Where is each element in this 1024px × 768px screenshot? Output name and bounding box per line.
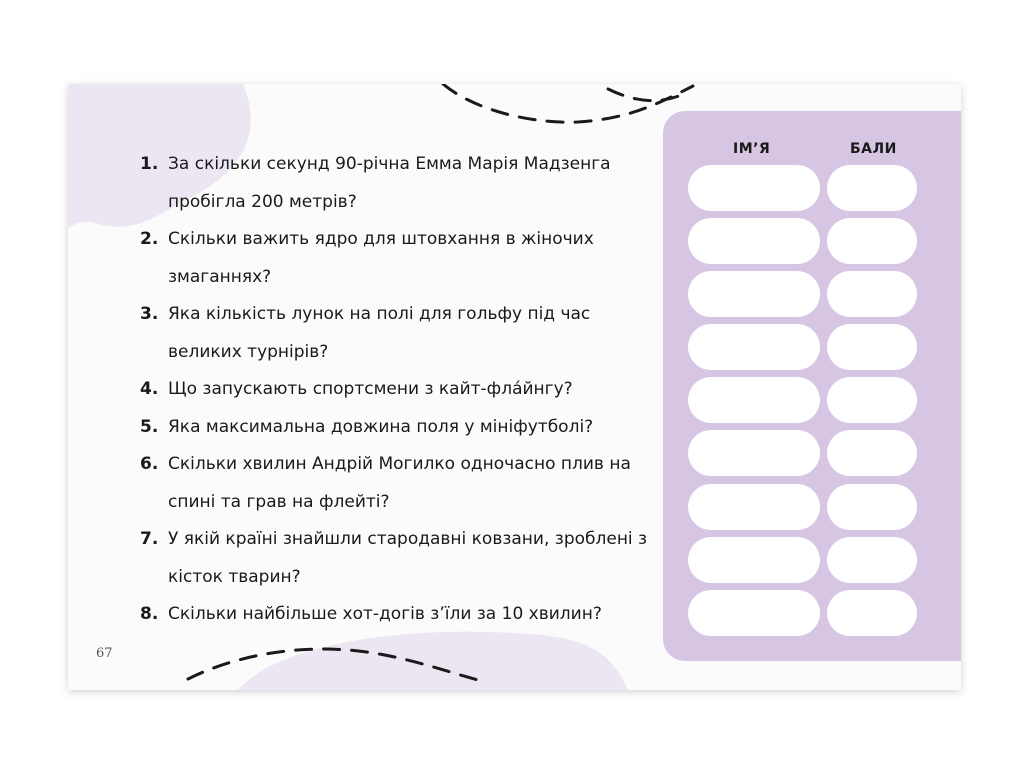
question-item bbox=[140, 221, 660, 296]
question-number: 4. bbox=[140, 379, 159, 399]
score-field[interactable] bbox=[827, 165, 917, 211]
question-text: Яка максимальна довжина поля у мініфутболі? bbox=[168, 416, 594, 437]
question-list bbox=[140, 146, 660, 634]
question-item bbox=[140, 596, 660, 634]
score-panel bbox=[663, 111, 961, 661]
score-row bbox=[688, 271, 917, 317]
name-field[interactable] bbox=[688, 165, 820, 211]
question-text: За скільки секунд 90-річна Емма Марія Мадзенга пробігла 200 метрів? bbox=[168, 154, 611, 212]
dashed-curve-top bbox=[443, 84, 693, 122]
name-field[interactable] bbox=[688, 377, 820, 423]
question-number: 7. bbox=[140, 529, 159, 549]
score-row bbox=[688, 218, 917, 264]
question-item bbox=[140, 446, 660, 521]
page-number: 67 bbox=[96, 646, 113, 661]
score-column-header: БАЛИ bbox=[850, 141, 897, 157]
question-item bbox=[140, 521, 660, 596]
question-text: Що запускають спортсмени з кайт-фла́йнгу? bbox=[168, 379, 573, 399]
question-text: Скільки найбільше хот-догів з’їли за 10 хвилин? bbox=[168, 604, 602, 624]
question-number: 6. bbox=[140, 454, 159, 474]
question-item bbox=[140, 409, 660, 447]
score-field[interactable] bbox=[827, 324, 917, 370]
dashed-curve-top-small bbox=[608, 89, 688, 101]
question-item bbox=[140, 146, 660, 221]
question-item bbox=[140, 296, 660, 371]
score-field[interactable] bbox=[827, 484, 917, 530]
name-field[interactable] bbox=[688, 271, 820, 317]
name-field[interactable] bbox=[688, 324, 820, 370]
question-item bbox=[140, 371, 660, 409]
question-text: Яка кількість лунок на полі для гольфу під час великих турнірів? bbox=[168, 304, 591, 362]
score-field[interactable] bbox=[827, 537, 917, 583]
score-row bbox=[688, 377, 917, 423]
question-number: 1. bbox=[140, 154, 159, 174]
question-text: У якій країні знайшли стародавні ковзани, зроблені з кісток тварин? bbox=[168, 529, 648, 587]
question-text: Скільки важить ядро для штовхання в жіночих змаганнях? bbox=[168, 229, 594, 287]
score-row bbox=[688, 484, 917, 530]
score-field[interactable] bbox=[827, 430, 917, 476]
score-field[interactable] bbox=[827, 271, 917, 317]
question-number: 8. bbox=[140, 604, 159, 624]
name-field[interactable] bbox=[688, 590, 820, 636]
question-number: 3. bbox=[140, 304, 159, 324]
name-field[interactable] bbox=[688, 430, 820, 476]
score-field[interactable] bbox=[827, 590, 917, 636]
name-field[interactable] bbox=[688, 484, 820, 530]
name-column-header: ІМ’Я bbox=[733, 141, 771, 157]
score-row bbox=[688, 537, 917, 583]
question-number: 5. bbox=[140, 416, 159, 437]
name-field[interactable] bbox=[688, 537, 820, 583]
score-field[interactable] bbox=[827, 377, 917, 423]
worksheet-page bbox=[68, 84, 961, 690]
question-text: Скільки хвилин Андрій Могилко одночасно плив на спині та грав на флейті? bbox=[168, 454, 631, 512]
name-field[interactable] bbox=[688, 218, 820, 264]
score-row bbox=[688, 590, 917, 636]
question-number: 2. bbox=[140, 229, 159, 249]
score-rows bbox=[688, 165, 917, 643]
score-field[interactable] bbox=[827, 218, 917, 264]
score-row bbox=[688, 165, 917, 211]
score-row bbox=[688, 430, 917, 476]
blob-bottom bbox=[238, 632, 628, 690]
score-row bbox=[688, 324, 917, 370]
